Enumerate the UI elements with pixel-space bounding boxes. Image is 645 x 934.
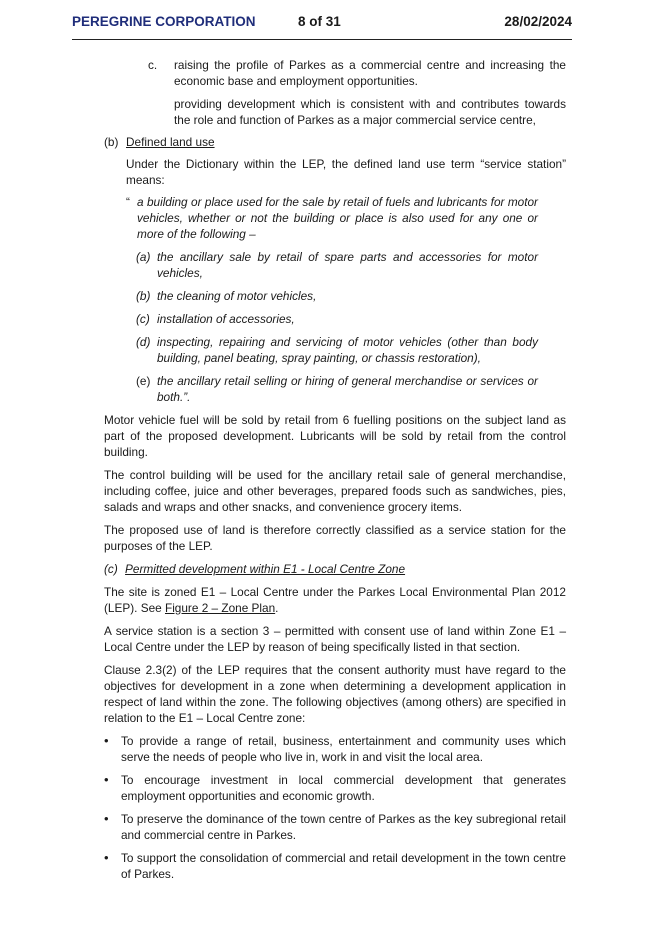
definition-subitem — [136, 334, 538, 366]
section-label: (c) — [104, 562, 118, 576]
figure-reference-link[interactable]: Figure 2 – Zone Plan — [164, 601, 276, 615]
section-b-heading — [104, 134, 566, 150]
section-heading: Defined land use — [126, 135, 215, 149]
subitem-label: (e) — [136, 374, 151, 388]
subitem-text: installation of accessories, — [157, 312, 295, 326]
body-paragraph: The control building will be used for the ancillary retail sale of general merchandise, including coffee, juice and other beverages, prepared foods such as sandwiches, pies, salads and wraps and other snacks, and convenience grocery items. — [104, 468, 566, 514]
objective-text: To support the consolidation of commercial and retail development in the town centre of Parkes. — [121, 851, 566, 881]
zoning-paragraph — [104, 584, 566, 616]
page-number: 8 of 31 — [298, 14, 341, 29]
bullet-icon: • — [104, 850, 109, 865]
objectives-list — [104, 733, 566, 882]
objective-text: To encourage investment in local commercial development that generates employment opportunities and economic growth. — [121, 773, 566, 803]
definition-subitem — [136, 311, 538, 327]
definition-intro: Under the Dictionary within the LEP, the defined land use term “service station” means: — [126, 157, 566, 187]
clause-paragraph: Clause 2.3(2) of the LEP requires that the consent authority must have regard to the objectives for development in a zone when determining a development application in respect of land within the zone. The following objectives (among others) are specified in relation to the E1 – Local Centre zone: — [104, 663, 566, 725]
definition-text: a building or place used for the sale by retail of fuels and lubricants for motor vehicles, whether or not the building or place is also used for any one or more of the following – — [137, 195, 538, 241]
objective-text: To preserve the dominance of the town centre of Parkes as the key subregional retail and commercial centre in Parkes. — [121, 812, 566, 842]
bullet-icon: • — [104, 772, 109, 787]
objective-item — [104, 850, 566, 882]
list-item-label: c. — [148, 58, 158, 72]
body-paragraph: The proposed use of land is therefore correctly classified as a service station for the purposes of the LEP. — [104, 523, 566, 553]
subitem-label: (a) — [136, 250, 151, 264]
subitem-label: (d) — [136, 335, 151, 349]
definition-quote — [126, 194, 538, 405]
section-label: (b) — [104, 135, 119, 149]
list-item-text: raising the profile of Parkes as a commercial centre and increasing the economic base and employment opportunities. — [174, 58, 566, 88]
objective-item — [104, 733, 566, 765]
objective-item — [104, 772, 566, 804]
bullet-icon: • — [104, 733, 109, 748]
subitem-text: the ancillary retail selling or hiring of general merchandise or services or both.”. — [157, 374, 538, 404]
definition-subitem — [136, 373, 538, 405]
objective-text: To provide a range of retail, business, entertainment and community uses which serve the needs of people who live in, work in and visit the local area. — [121, 734, 566, 764]
definition-subitem — [136, 288, 538, 304]
subitem-label: (c) — [136, 312, 150, 326]
header-divider — [72, 39, 572, 40]
zoning-end: . — [275, 601, 279, 615]
subitem-text: the ancillary sale by retail of spare parts and accessories for motor vehicles, — [157, 250, 538, 280]
section-heading: Permitted development within E1 - Local Centre Zone — [125, 562, 406, 576]
list-item-c — [148, 57, 566, 89]
body-paragraph: Motor vehicle fuel will be sold by retail from 6 fuelling positions on the subject land as part of the proposed development. Lubricants will be sold by retail from the control building. — [104, 413, 566, 459]
section-c-heading — [104, 561, 566, 577]
list-continuation-paragraph: providing development which is consistent with and contributes towards the role and function of Parkes as a major commercial service centre, — [174, 97, 566, 127]
definition-main — [126, 194, 538, 242]
subitem-text: the cleaning of motor vehicles, — [157, 289, 317, 303]
quote-mark: “ — [126, 195, 130, 209]
objective-item — [104, 811, 566, 843]
permitted-paragraph: A service station is a section 3 – permitted with consent use of land within Zone E1 – Local Centre under the LEP by reason of being specifically listed in that section. — [104, 624, 566, 654]
subitem-text: inspecting, repairing and servicing of motor vehicles (other than body building, panel beating, spray painting, or chassis restoration), — [157, 335, 538, 365]
zoning-text: The site is zoned E1 – Local Centre under the Parkes Local Environmental Plan 2012 (LEP). See — [104, 585, 566, 615]
subitem-label: (b) — [136, 289, 151, 303]
page-header — [72, 14, 572, 34]
document-date: 28/02/2024 — [504, 14, 572, 29]
bullet-icon: • — [104, 811, 109, 826]
company-name: PEREGRINE CORPORATION — [72, 14, 256, 29]
document-body — [104, 57, 566, 889]
definition-subitem — [136, 249, 538, 281]
